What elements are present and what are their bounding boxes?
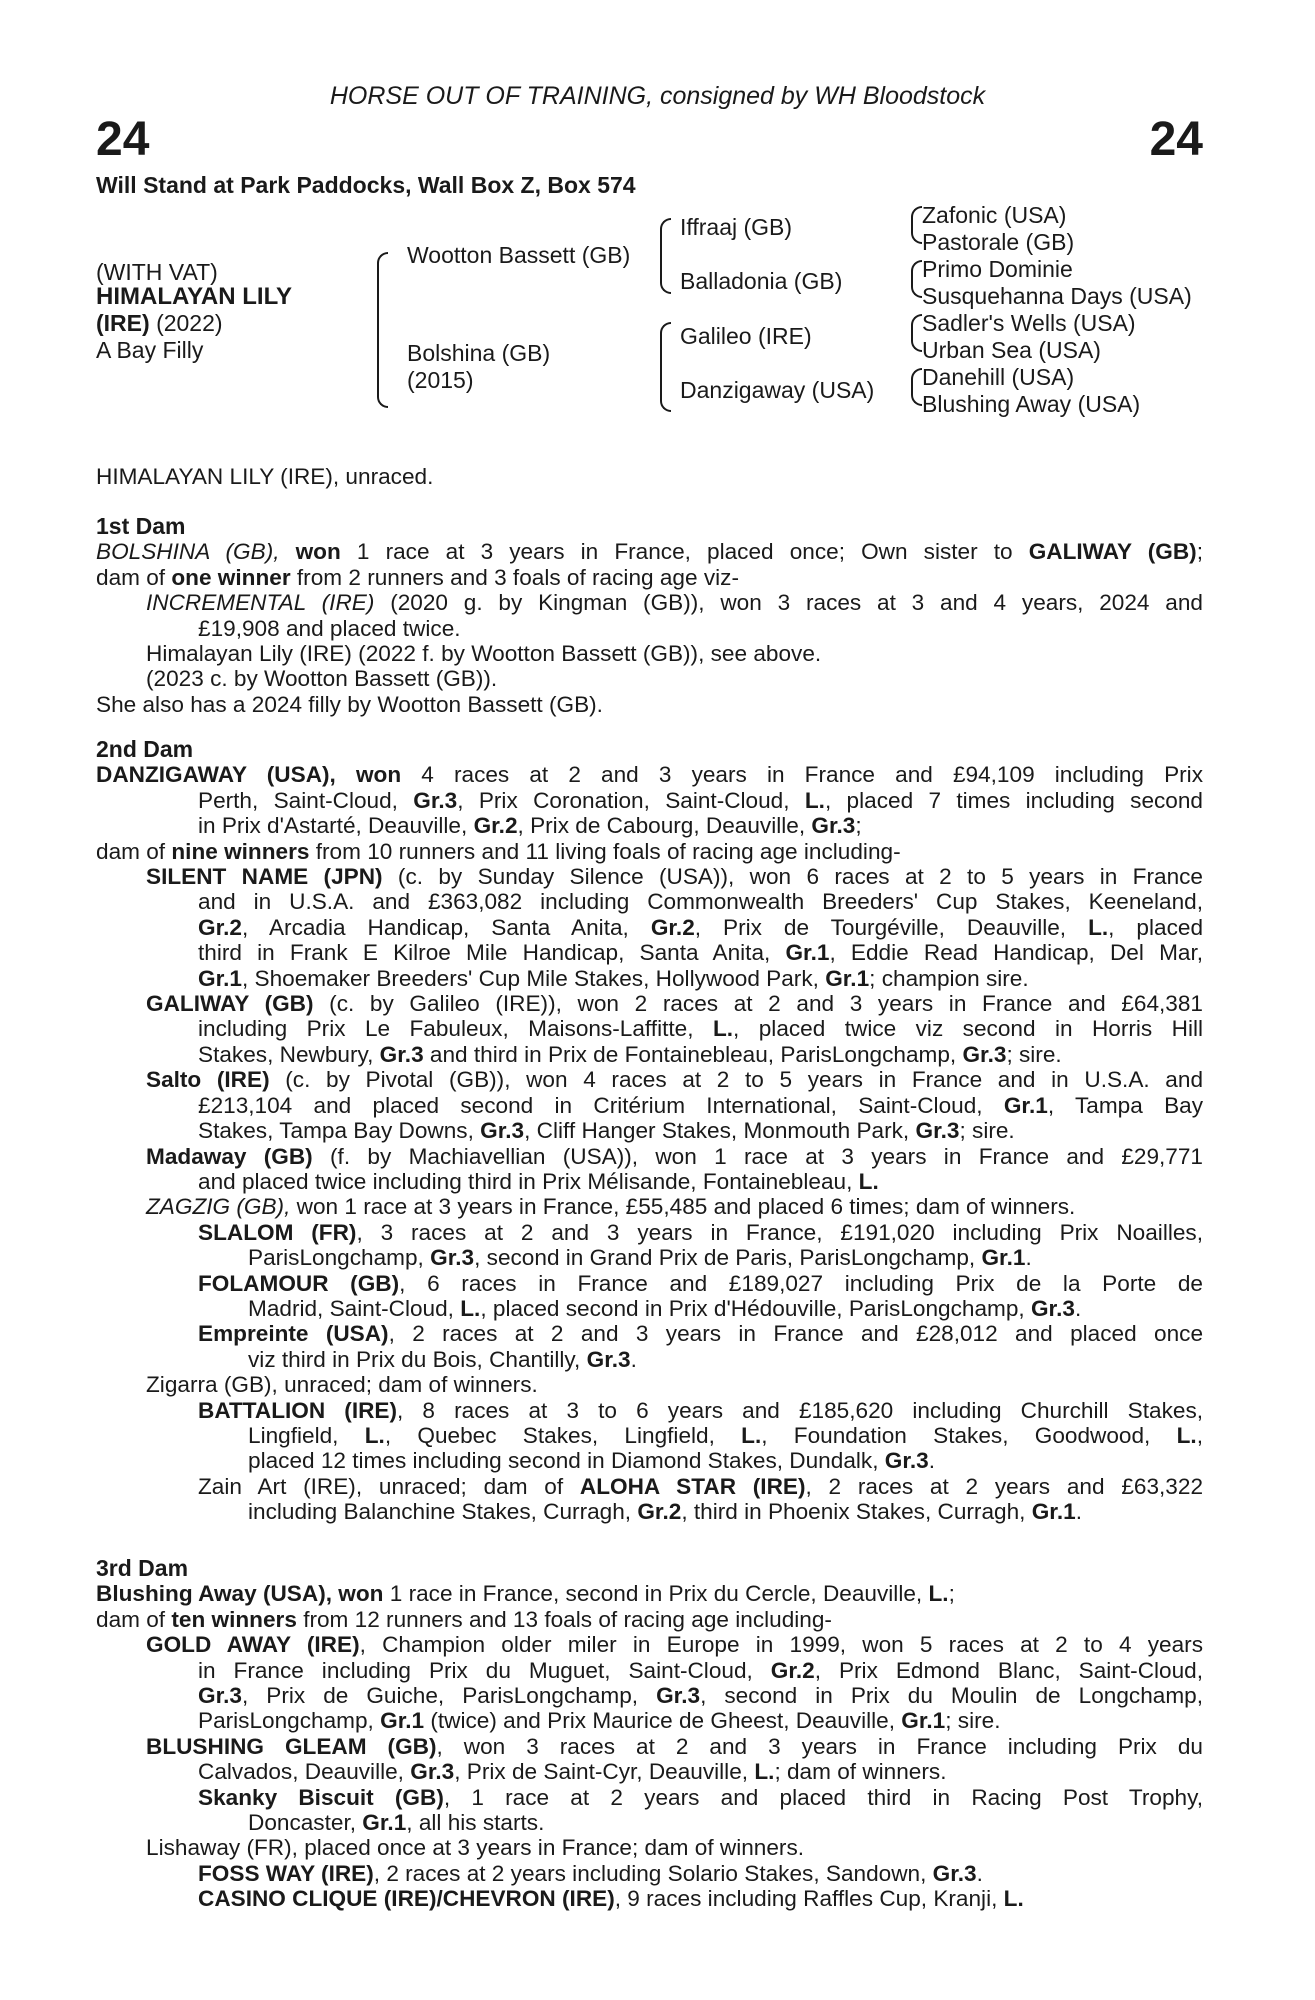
- pedigree-sire-dam: Balladonia (GB): [680, 268, 843, 294]
- produce-galiway-3: Stakes, Newbury, Gr.3 and third in Prix de Fontainebleau, ParisLongchamp, Gr.3; sire.: [198, 1041, 1062, 1067]
- produce-zagzig: ZAGZIG (GB), won 1 race at 3 years in France, £55,485 and placed 6 times; dam of winners.: [146, 1194, 1076, 1220]
- pedigree-bracket-dd: [911, 368, 922, 406]
- pedigree-bracket-ds: [911, 314, 922, 352]
- pedigree-dam-year: (2015): [407, 367, 474, 393]
- first-dam-heading: 1st Dam: [96, 513, 186, 539]
- produce-gold-away-4: ParisLongchamp, Gr.1 (twice) and Prix Maurice de Gheest, Deauville, Gr.1; sire.: [198, 1708, 1001, 1734]
- horse-country: (IRE): [96, 310, 150, 336]
- third-dam-line1: Blushing Away (USA), won 1 race in France, second in Prix du Cercle, Deauville, L.;: [96, 1581, 955, 1607]
- second-dam-produce-summary: dam of nine winners from 10 runners and 11 living foals of racing age including-: [96, 838, 901, 864]
- pedigree-bracket-dam: [660, 322, 671, 412]
- produce-salto-3: Stakes, Tampa Bay Downs, Gr.3, Cliff Hanger Stakes, Monmouth Park, Gr.3; sire.: [198, 1118, 1015, 1144]
- third-dam-heading: 3rd Dam: [96, 1555, 189, 1581]
- produce-salto: Salto (IRE) (c. by Pivotal (GB)), won 4 races at 2 to 5 years in France and in U.S.A. and: [146, 1067, 1204, 1093]
- grandproduce-battalion: BATTALION (IRE), 8 races at 3 to 6 years and £185,620 including Churchill Stakes,: [198, 1397, 1204, 1423]
- grandproduce-zain-art-2: including Balanchine Stakes, Curragh, Gr.2, third in Phoenix Stakes, Curragh, Gr.1.: [248, 1499, 1082, 1525]
- third-dam-section: [96, 1556, 1203, 1912]
- grandproduce-folamour: FOLAMOUR (GB), 6 races in France and £189,027 including Prix de la Porte de: [198, 1270, 1203, 1296]
- pedigree-dam-sire: Galileo (IRE): [680, 323, 812, 349]
- produce-madaway-2: and placed twice including third in Prix Mélisande, Fontainebleau, L.: [198, 1168, 879, 1194]
- produce-gold-away-2: in France including Prix du Muguet, Saint-Cloud, Gr.2, Prix Edmond Blanc, Saint-Cloud,: [198, 1657, 1204, 1683]
- first-dam-line: BOLSHINA (GB), won 1 race at 3 years in France, placed once; Own sister to GALIWAY (GB);: [96, 539, 1203, 565]
- pedigree-sire-sire: Iffraaj (GB): [680, 214, 793, 240]
- pedigree-ssd: Pastorale (GB): [922, 229, 1075, 255]
- pedigree-sss: Zafonic (USA): [922, 202, 1067, 228]
- grandproduce-battalion-2: Lingfield, L., Quebec Stakes, Lingfield, L., Foundation Stakes, Goodwood, L.,: [248, 1422, 1203, 1448]
- produce-silent-name-5: Gr.1, Shoemaker Breeders' Cup Mile Stakes, Hollywood Park, Gr.1; champion sire.: [198, 965, 1029, 991]
- third-dam-produce-summary: dam of ten winners from 12 runners and 13 foals of racing age including-: [96, 1606, 832, 1632]
- produce-incremental-cont: £19,908 and placed twice.: [198, 615, 461, 641]
- first-dam-produce-summary: dam of one winner from 2 runners and 3 foals of racing age viz-: [96, 564, 739, 590]
- pedigree-dss: Sadler's Wells (USA): [922, 310, 1136, 336]
- produce-gold-away: GOLD AWAY (IRE), Champion older miler in Europe in 1999, won 5 races at 2 to 4 years: [146, 1632, 1203, 1658]
- produce-blushing-gleam: BLUSHING GLEAM (GB), won 3 races at 2 and 3 years in France including Prix du: [146, 1733, 1203, 1759]
- horse-origin-year: [96, 310, 223, 337]
- produce-2023-colt: (2023 c. by Wootton Bassett (GB)).: [146, 666, 498, 692]
- grandproduce-skanky-biscuit-2: Doncaster, Gr.1, all his starts.: [248, 1810, 545, 1836]
- grandproduce-empreinte-2: viz third in Prix du Bois, Chantilly, Gr.3.: [248, 1346, 637, 1372]
- horse-year: (2022): [156, 310, 223, 336]
- second-dam-heading: 2nd Dam: [96, 736, 194, 762]
- horse-description: A Bay Filly: [96, 337, 204, 363]
- pedigree-sire: Wootton Bassett (GB): [407, 242, 631, 268]
- grandproduce-zain-art: Zain Art (IRE), unraced; dam of ALOHA STAR (IRE), 2 races at 2 years and £63,322: [198, 1473, 1204, 1499]
- horse-name: HIMALAYAN LILY: [96, 283, 293, 310]
- grandproduce-folamour-2: Madrid, Saint-Cloud, L., placed second in Prix d'Hédouville, ParisLongchamp, Gr.3.: [248, 1295, 1082, 1321]
- grandproduce-slalom: SLALOM (FR), 3 races at 2 and 3 years in France, £191,020 including Prix Noailles,: [198, 1219, 1204, 1245]
- produce-2024-filly: She also has a 2024 filly by Wootton Bassett (GB).: [96, 691, 603, 717]
- pedigree-bracket-ss: [911, 206, 922, 244]
- produce-himalayan-lily: Himalayan Lily (IRE) (2022 f. by Wootton Bassett (GB)), see above.: [146, 641, 822, 667]
- pedigree-bracket-sd: [911, 260, 922, 298]
- pedigree-ddd: Blushing Away (USA): [922, 391, 1141, 417]
- produce-gold-away-3: Gr.3, Prix de Guiche, ParisLongchamp, Gr.3, second in Prix du Moulin de Longchamp,: [198, 1683, 1204, 1709]
- lot-number-right: 24: [1149, 113, 1203, 166]
- produce-salto-2: £213,104 and placed second in Critérium International, Saint-Cloud, Gr.1, Tampa Bay: [198, 1092, 1203, 1118]
- produce-lishaway: Lishaway (FR), placed once at 3 years in France; dam of winners.: [146, 1835, 805, 1861]
- second-dam-line2: Perth, Saint-Cloud, Gr.3, Prix Coronation, Saint-Cloud, L., placed 7 times including second: [198, 787, 1204, 813]
- intro: [96, 464, 1203, 489]
- produce-silent-name-2: and in U.S.A. and £363,082 including Commonwealth Breeders' Cup Stakes, Keeneland,: [198, 889, 1203, 915]
- produce-madaway: Madaway (GB) (f. by Machiavellian (USA)), won 1 race at 3 years in France and £29,771: [146, 1143, 1203, 1169]
- pedigree-sds: Primo Dominie: [922, 256, 1073, 282]
- grandproduce-slalom-2: ParisLongchamp, Gr.3, second in Grand Prix de Paris, ParisLongchamp, Gr.1.: [248, 1245, 1032, 1271]
- produce-galiway-2: including Prix Le Fabuleux, Maisons-Laffitte, L., placed twice viz second in Horris Hill: [198, 1016, 1204, 1042]
- produce-galiway: GALIWAY (GB) (c. by Galileo (IRE)), won 2 races at 2 and 3 years in France and £64,381: [146, 991, 1203, 1017]
- grandproduce-empreinte: Empreinte (USA), 2 races at 2 and 3 years in France and £28,012 and placed once: [198, 1321, 1204, 1347]
- second-dam-line3: in Prix d'Astarté, Deauville, Gr.2, Prix de Cabourg, Deauville, Gr.3;: [198, 813, 862, 839]
- produce-silent-name-4: third in Frank E Kilroe Mile Handicap, Santa Anita, Gr.1, Eddie Read Handicap, Del Mar,: [198, 940, 1204, 966]
- pedigree-sdd: Susquehanna Days (USA): [922, 283, 1192, 309]
- pedigree-dds: Danehill (USA): [922, 364, 1075, 390]
- first-dam-section: [96, 514, 1203, 717]
- grandproduce-casino-clique: CASINO CLIQUE (IRE)/CHEVRON (IRE), 9 races including Raffles Cup, Kranji, L.: [198, 1886, 1024, 1912]
- pedigree-bracket-main: [377, 252, 388, 408]
- grandproduce-battalion-3: placed 12 times including second in Diamond Stakes, Dundalk, Gr.3.: [248, 1448, 936, 1474]
- produce-silent-name: SILENT NAME (JPN) (c. by Sunday Silence (USA)), won 6 races at 2 to 5 years in France: [146, 864, 1203, 890]
- produce-blushing-gleam-2: Calvados, Deauville, Gr.3, Prix de Saint-Cyr, Deauville, L.; dam of winners.: [198, 1759, 947, 1785]
- second-dam-line1: DANZIGAWAY (USA), won 4 races at 2 and 3 years in France and £94,109 including Prix: [96, 762, 1203, 788]
- grandproduce-skanky-biscuit: Skanky Biscuit (GB), 1 race at 2 years and placed third in Racing Post Trophy,: [198, 1784, 1203, 1810]
- pedigree-bracket-sire: [660, 218, 671, 294]
- second-dam-section: [96, 737, 1203, 1525]
- stand-location: Will Stand at Park Paddocks, Wall Box Z, Box 574: [96, 172, 636, 198]
- pedigree-dam-dam: Danzigaway (USA): [680, 377, 875, 403]
- pedigree-dsd: Urban Sea (USA): [922, 337, 1101, 363]
- page-header: HORSE OUT OF TRAINING, consigned by WH Bloodstock: [329, 82, 986, 110]
- produce-silent-name-3: Gr.2, Arcadia Handicap, Santa Anita, Gr.2, Prix de Tourgéville, Deauville, L., placed: [198, 914, 1204, 940]
- intro-text: HIMALAYAN LILY (IRE), unraced.: [96, 464, 434, 489]
- grandproduce-foss-way: FOSS WAY (IRE), 2 races at 2 years including Solario Stakes, Sandown, Gr.3.: [198, 1860, 983, 1886]
- produce-incremental: INCREMENTAL (IRE) (2020 g. by Kingman (GB)), won 3 races at 3 and 4 years, 2024 and: [146, 590, 1203, 616]
- produce-zigarra: Zigarra (GB), unraced; dam of winners.: [146, 1372, 538, 1398]
- vat-note: (WITH VAT): [96, 259, 218, 285]
- lot-number-left: 24: [96, 113, 150, 166]
- pedigree-dam: Bolshina (GB): [407, 340, 551, 366]
